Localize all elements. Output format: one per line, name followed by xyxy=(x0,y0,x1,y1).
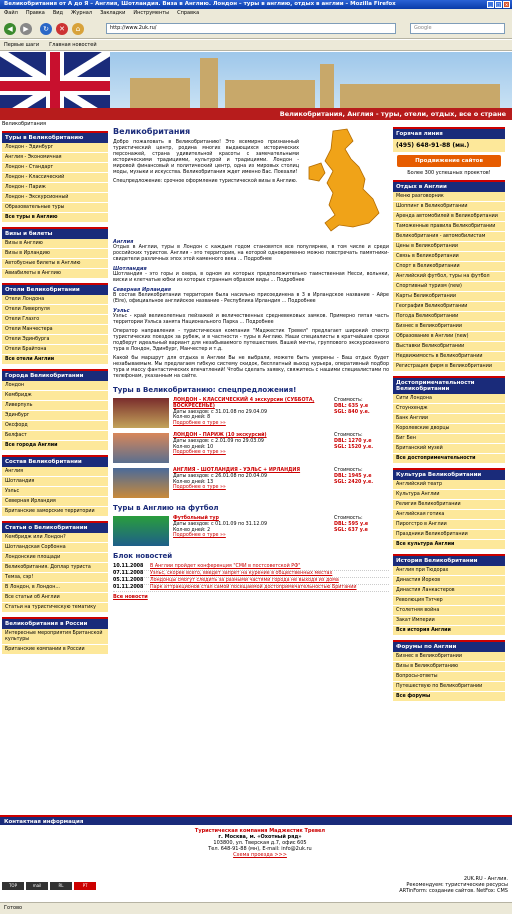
menu-item[interactable]: Справка xyxy=(177,10,200,16)
page-title: Великобритания xyxy=(113,127,191,136)
sidebar-link[interactable]: Династия Йорков xyxy=(393,576,505,586)
price-dbl: DBL: 635 у.е xyxy=(334,403,369,409)
news-link[interactable]: Лондонцы смогут следить за разными частями города не выходя из дома xyxy=(150,578,339,583)
sidebar-link[interactable]: Великобритания. Доплар туриста xyxy=(2,563,108,573)
sidebar-link[interactable]: Все отели Англии xyxy=(2,355,108,365)
price-sgl: SGL: 840 у.е. xyxy=(334,409,370,415)
status-bar: Готово xyxy=(0,902,512,914)
tour-title-link[interactable]: ЛОНДОН - КЛАССИЧЕСКИЙ 4 экскурсии (СУББОТА, ВОСКРЕСЕНЬЕ) xyxy=(173,398,315,409)
site-name[interactable]: 2UK.RU - Англия. xyxy=(463,876,508,882)
bookmark-item[interactable]: Первые шаги xyxy=(4,42,40,48)
sidebar-link[interactable]: Лондон - Стандарт xyxy=(2,163,108,173)
sidebar-link[interactable]: Образовательные туры xyxy=(2,203,108,213)
sidebar-link[interactable]: Все форумы xyxy=(393,692,505,702)
sidebar-link[interactable]: Сити Лондона xyxy=(393,394,505,404)
news-link[interactable]: Уэльс, скорее всего, введет запрет на курение в общественных местах xyxy=(150,571,333,576)
tour-more-link[interactable]: Подробнее о туре »» xyxy=(173,485,226,491)
sidebar-link[interactable]: Религия Великобритании xyxy=(393,500,505,510)
sidebar-link[interactable]: Белфаст xyxy=(2,431,108,441)
news-item xyxy=(113,585,389,592)
navigation-toolbar xyxy=(0,17,512,39)
tour-card xyxy=(113,516,389,546)
tour-card xyxy=(113,398,389,428)
company-city: г. Москва, м. «Охотный ряд» xyxy=(218,834,302,840)
sidebar-link[interactable]: Английский театр xyxy=(393,480,505,490)
tour-card xyxy=(113,433,389,463)
section-text: Отдых в Англии, туры в Лондон с каждым годом становятся все популярнее, в том числе и среди российских туристов. Англия - это территория, на которой одновременно можно повстречать памятники-свидетели различных эпох этой каменного века ... Подробнее xyxy=(113,245,389,262)
sidebar-link[interactable]: Отели Эдинбурга xyxy=(2,335,108,345)
sidebar-link[interactable]: Все города Англии xyxy=(2,441,108,451)
section-name: Уэльс xyxy=(113,308,130,314)
back-icon[interactable]: ◀ xyxy=(4,23,16,35)
sidebar-heading[interactable]: Статьи о Великобритании xyxy=(2,521,108,533)
forward-icon[interactable]: ▶ xyxy=(20,23,32,35)
sidebar-link[interactable]: Спортивный туризм (new) xyxy=(393,282,505,292)
sidebar-link[interactable]: Биг Бен xyxy=(393,434,505,444)
sidebar-link[interactable]: Англия - Экономичная xyxy=(2,153,108,163)
sidebar-heading[interactable]: Города Великобритании xyxy=(2,369,108,381)
sidebar-link[interactable]: Лондон xyxy=(2,381,108,391)
menu-item[interactable]: Журнал xyxy=(71,10,93,16)
football-heading: Туры в Англию на футбол xyxy=(113,504,219,512)
counter-badge[interactable]: mail xyxy=(26,882,48,890)
reload-icon[interactable]: ↻ xyxy=(40,23,52,35)
news-link[interactable]: Парк аттракционов стал самой посещаемой достопримечательностью Британии xyxy=(150,585,357,590)
sidebar-link[interactable]: География Великобритании xyxy=(393,302,505,312)
menu-item[interactable]: Закладки xyxy=(100,10,126,16)
tour-more-link[interactable]: Подробнее о туре »» xyxy=(173,421,226,427)
tour-price xyxy=(334,433,389,463)
company-address: 103800, ул. Тверская д.7, офис 605 xyxy=(213,840,307,846)
sidebar-link[interactable]: Британский музей xyxy=(393,444,505,454)
section-name: Шотландия xyxy=(113,266,147,272)
bookmarks-toolbar xyxy=(0,40,512,51)
tour-days: Кол-во дней: 2 xyxy=(173,527,211,533)
menu-item[interactable]: Вид xyxy=(52,10,63,16)
tour-photo[interactable] xyxy=(113,398,169,428)
sidebar-link[interactable]: Отели Манчестера xyxy=(2,325,108,335)
all-news-link[interactable]: Все новости xyxy=(113,594,148,600)
news-heading: Блок новостей xyxy=(113,552,173,560)
sidebar-link[interactable]: Все статьи об Англии xyxy=(2,593,108,603)
sidebar-link[interactable]: Интересные мероприятия Британской культуры xyxy=(2,629,108,645)
price-sgl: SGL: 637 у.е xyxy=(334,527,368,533)
sidebar-link[interactable]: Северная Ирландия xyxy=(2,497,108,507)
sidebar-link[interactable]: Англия xyxy=(2,467,108,477)
sidebar-link[interactable]: Лондон - Париж xyxy=(2,183,108,193)
sidebar-link[interactable]: Отели Брайтона xyxy=(2,345,108,355)
stop-icon[interactable]: ✕ xyxy=(56,23,68,35)
tour-days: Кол-во дней: 13 xyxy=(173,479,214,485)
sidebar-link[interactable]: Праздники Великобритании xyxy=(393,530,505,540)
menu-item[interactable]: Инструменты xyxy=(133,10,170,16)
menu-bar xyxy=(0,9,512,17)
special-offer: Спецпредложение: срочное оформление туристической визы в Англию. xyxy=(113,179,298,184)
footer-heading: Контактная информация xyxy=(0,815,512,825)
news-item xyxy=(113,571,389,578)
sidebar-link[interactable]: Статьи на туристическую тематику xyxy=(2,603,108,613)
sidebar-link[interactable]: Уэльс xyxy=(2,487,108,497)
sidebar-link[interactable]: Таможенные правила Великобритании xyxy=(393,222,505,232)
sidebar-link[interactable]: Банк Англии xyxy=(393,414,505,424)
sidebar-link[interactable]: Лондон - Экскурсионный xyxy=(2,193,108,203)
sidebar-heading[interactable]: Форумы по Англии xyxy=(393,640,505,652)
sidebar-link[interactable]: Британские компании в России xyxy=(2,645,108,655)
menu-item[interactable]: Правка xyxy=(25,10,45,16)
sidebar-link[interactable]: Отели Ливерпуля xyxy=(2,305,108,315)
sidebar-link[interactable]: Стоунхендж xyxy=(393,404,505,414)
sidebar-link[interactable]: Лондонские площади xyxy=(2,553,108,563)
sidebar-link[interactable]: Визы в Великобританию xyxy=(393,662,505,672)
price-label: Стоимость: xyxy=(334,468,363,473)
sidebar-link[interactable]: Цены в Великобритании xyxy=(393,242,505,252)
price-dbl: DBL: 595 у.е xyxy=(334,521,369,527)
sidebar-link[interactable]: Спорт в Великобритании xyxy=(393,262,505,272)
section-text: Уэльс - край великолепных пейзажей и величественных средневековых замков. Примерно пятая часть территории Уэльса занята Национального Парка ... Подробнее xyxy=(113,314,389,325)
price-label: Стоимость: xyxy=(334,433,363,438)
close-icon[interactable]: × xyxy=(504,2,509,7)
site-banner xyxy=(0,52,512,120)
sidebar-link[interactable]: Кембридж xyxy=(2,391,108,401)
football-photo[interactable] xyxy=(113,516,169,546)
sidebar-link[interactable]: Образование в Англии (new) xyxy=(393,332,505,342)
sidebar-link[interactable]: Меню разговорник xyxy=(393,192,505,202)
sidebar-heading[interactable]: Великобритания в России xyxy=(2,617,108,629)
main-content xyxy=(113,127,389,600)
operator-text: Оператор направления - туристическая компания "Маджестик Тревел" предлагает широкий спектр туристических поездок за рубеж, и в частности - туры в Англию. Наши специалисты в кратчайшие сроки подберут идеальный вариант для незабываемого путешествия. Вашей мечты, группового экскурсионного тура в Лондон, Эдинбург, Манчестер и т.д. xyxy=(113,329,389,352)
sidebar-link[interactable]: Вся история Англии xyxy=(393,626,505,636)
price-dbl: DBL: 1945 у.е xyxy=(334,473,372,479)
sidebar-link[interactable]: Английская готика xyxy=(393,510,505,520)
counter-badge[interactable]: PT xyxy=(74,882,96,890)
news-date: 01.11.2008 xyxy=(113,585,144,590)
sidebar-link[interactable]: Английский футбол, туры на футбол xyxy=(393,272,505,282)
promo-note: Более 300 успешных проектов! xyxy=(407,170,491,176)
sidebar-link[interactable]: Регистрация фирм в Великобритании xyxy=(393,362,505,372)
tour-days: Кол-во дней: 8 xyxy=(173,415,211,421)
intro-text: Добро пожаловать в Великобританию! Это всемирно признанный туристический центр, родина многих выдающихся исторических персонажей, страна удивительной красоты с замечательными историческими традициями, культурой и традициями. Лондон - мировой финансовый и политический центр, одна из мировых столиц моды, музыки и искусства. Великобритания ждет именно Вас. Поехали! xyxy=(113,140,299,175)
news-date: 07.11.2008 xyxy=(113,571,144,576)
tour-info xyxy=(173,398,330,428)
tour-days: Кол-во дней: 10 xyxy=(173,444,214,450)
sidebar-link[interactable]: Пирогстро в Англии xyxy=(393,520,505,530)
tour-dates: Даты заездов: с 2.01.09 по 29.03.09 xyxy=(173,438,264,444)
sidebar-link[interactable]: Столетняя война xyxy=(393,606,505,616)
news-item xyxy=(113,564,389,571)
sidebar-heading[interactable]: Культура Великобритании xyxy=(393,468,505,480)
sidebar-heading[interactable]: Визы и билеты xyxy=(2,227,108,239)
tour-photo[interactable] xyxy=(113,433,169,463)
news-link[interactable]: В Англии пройдет конференция "СМИ в постсоветской РФ" xyxy=(150,564,301,569)
section-text: Шотландия - это горы и озера, в одном из которых предположительно таинственная Несси, вольнки, виски и клетчатые юбки из которых странным образом виды ... Подробнее xyxy=(113,272,389,283)
sidebar-link[interactable]: Недвижимость в Великобритании xyxy=(393,352,505,362)
window-title: Великобритания от А до Я – Англия, Шотландия. Виза в Англию. Лондон – туры в англию, отдых в англии – Mozilla Firefox _ □ × xyxy=(0,0,512,9)
tour-more-link[interactable]: Подробнее о туре »» xyxy=(173,450,226,456)
sidebar-link[interactable]: Отели Лондона xyxy=(2,295,108,305)
sidebar-link[interactable]: Британские заморские территории xyxy=(2,507,108,517)
sidebar-link[interactable]: Оксфорд xyxy=(2,421,108,431)
sidebar-link[interactable]: Великобритания - автомобилистам xyxy=(393,232,505,242)
tour-price xyxy=(334,398,389,428)
search-input[interactable]: Google xyxy=(410,23,505,34)
tours-heading: Туры в Великобританию: спецпредложения! xyxy=(113,386,297,394)
left-sidebar xyxy=(2,127,108,655)
sidebar-heading[interactable]: Туры в Великобританию xyxy=(2,131,108,143)
news-date: 05.11.2008 xyxy=(113,578,144,583)
sidebar-link[interactable]: Погода Великобритании xyxy=(393,312,505,322)
sidebar-link[interactable]: Отели Глазго xyxy=(2,315,108,325)
sidebar-link[interactable]: Лондон - Классический xyxy=(2,173,108,183)
credits-text[interactable]: ARTinForm: создание сайтов. NetFox: CMS xyxy=(399,888,508,894)
tour-dates: Даты заездов: с 31.01.08 по 29.04.09 xyxy=(173,409,268,415)
section-text: В состав Великобритании территория была насильно присоединена в 3 в Ирландское название - Айре (Eire), официальное английское название - Республика Ирландия ... Подробнее xyxy=(113,293,389,304)
sidebar-link[interactable]: В Лондон, в Лондон... xyxy=(2,583,108,593)
minimize-icon[interactable]: _ xyxy=(487,1,494,8)
tour-dates: Даты заездов: с 01.01.09 по 31.12.09 xyxy=(173,521,268,527)
sidebar-link[interactable]: Шотландская Сорбонна xyxy=(2,543,108,553)
recommend-link[interactable]: Рекомендуем: туристические ресурсы xyxy=(406,882,508,888)
tour-title-link[interactable]: ЛОНДОН - ПАРИЖ (10 экскурсий) xyxy=(173,433,267,438)
sidebar-heading[interactable]: Состав Великобритании xyxy=(2,455,108,467)
home-icon[interactable]: ⌂ xyxy=(72,23,84,35)
hotline-heading: Горячая линия xyxy=(393,127,505,139)
tour-info xyxy=(173,468,330,498)
sidebar-link[interactable]: Закат Империи xyxy=(393,616,505,626)
sidebar-heading[interactable]: Достопримечательности Великобритании xyxy=(393,376,505,394)
bookmark-item[interactable]: Главная новостей xyxy=(49,42,97,48)
sidebar-link[interactable]: Все достопримечательности xyxy=(393,454,505,464)
company-tel: Тел. 648-91-88 (мн), E-mail: info@2uk.ru xyxy=(208,846,312,852)
section-name: Англия xyxy=(113,239,134,245)
sidebar-link[interactable]: Автобусные билеты в Англию xyxy=(2,259,108,269)
tour-dates: Даты заездов: с 26.01.08 по 20.04.09 xyxy=(173,473,268,479)
counter-badge[interactable]: RL xyxy=(50,882,72,890)
company-name: Туристическая компания Маджестик Тревел xyxy=(194,828,326,834)
sidebar-link[interactable]: Кембридж или Лондон? xyxy=(2,533,108,543)
sidebar-link[interactable]: Шотландия xyxy=(2,477,108,487)
sidebar-link[interactable]: Лондон - Эдинбург xyxy=(2,143,108,153)
route-scheme-link[interactable]: Схема проезда >>> xyxy=(233,852,287,858)
breadcrumb[interactable]: Великобритания xyxy=(2,121,47,127)
sidebar-link[interactable]: Бизнес в Великобритании xyxy=(393,322,505,332)
sidebar-link[interactable]: Шоппинг в Великобритании xyxy=(393,202,505,212)
news-list xyxy=(113,564,389,592)
news-item xyxy=(113,578,389,585)
sidebar-link[interactable]: Ливерпуль xyxy=(2,401,108,411)
price-sgl: SGL: 1520 у.е. xyxy=(334,444,374,450)
price-dbl: DBL: 1270 у.е xyxy=(334,438,372,444)
maximize-icon[interactable]: □ xyxy=(496,2,501,7)
tour-info xyxy=(173,433,330,463)
menu-item[interactable]: Файл xyxy=(4,10,18,16)
news-date: 10.11.2008 xyxy=(113,564,144,569)
sidebar-link[interactable]: Темза, сэр! xyxy=(2,573,108,583)
section-name: Северная Ирландия xyxy=(113,287,171,293)
tour-title-link[interactable]: АНГЛИЯ - ШОТЛАНДИЯ - УЭЛЬС + ИРЛАНДИЯ xyxy=(173,468,301,473)
sidebar-link[interactable]: Выставки Великобритании xyxy=(393,342,505,352)
tour-price xyxy=(334,468,389,498)
counter-badge[interactable]: TOP xyxy=(2,882,24,890)
tour-photo[interactable] xyxy=(113,468,169,498)
sidebar-link[interactable]: Визы в Ирландию xyxy=(2,249,108,259)
sidebar-link[interactable]: Династия Ланкастеров xyxy=(393,586,505,596)
choose-text: Какой бы маршрут для отдыха в Англии Вы не выбрали, можете быть уверены - Ваш отдых будет незабываемым. Мы предлагаем гибкую систему скидок, бесплатный выход курьера, оперативный подбор тура и массу фантастических впечатлений! Чтобы сделать заявку, свяжитесь с нашими специалистами по телефонам, указанным на сайте. xyxy=(113,356,389,379)
price-label: Стоимость: xyxy=(334,516,363,521)
sidebar-link[interactable]: Англия при Тюдорах xyxy=(393,566,505,576)
sidebar-link[interactable]: Эдинбург xyxy=(2,411,108,421)
sidebar-link[interactable]: Королевские дворцы xyxy=(393,424,505,434)
right-sidebar xyxy=(393,127,505,702)
price-label: Стоимость: xyxy=(334,398,363,403)
sidebar-link[interactable]: Вопросы-ответы xyxy=(393,672,505,682)
sidebar-heading[interactable]: История Великобритании xyxy=(393,554,505,566)
sidebar-link[interactable]: Все культура Англии xyxy=(393,540,505,550)
sidebar-link[interactable]: Аренда автомобилей в Великобритании xyxy=(393,212,505,222)
sidebar-heading[interactable]: Отели Великобритании xyxy=(2,283,108,295)
sidebar-link[interactable]: Революция Тэтчер xyxy=(393,596,505,606)
footer xyxy=(0,826,512,902)
sidebar-link[interactable]: Связь в Великобритании xyxy=(393,252,505,262)
address-bar[interactable]: http://www.2uk.ru/ xyxy=(106,23,396,34)
sidebar-link[interactable]: Бизнес в Великобритании xyxy=(393,652,505,662)
sidebar-link[interactable]: Путешествую по Великобритании xyxy=(393,682,505,692)
sidebar-link[interactable]: Все туры в Англию xyxy=(2,213,108,223)
price-sgl: SGL: 2420 у.е. xyxy=(334,479,374,485)
tour-card xyxy=(113,468,389,498)
sidebar-link[interactable]: Визы в Англию xyxy=(2,239,108,249)
banner-slogan: Великобритания, Англия - туры, отели, отдых, все о стране xyxy=(0,108,512,120)
tour-title-link[interactable]: Футбольный тур xyxy=(173,516,219,521)
sidebar-link[interactable]: Карты Великобритании xyxy=(393,292,505,302)
sidebar-heading[interactable]: Отдых в Англии xyxy=(393,180,505,192)
sidebar-link[interactable]: Авиабилеты в Англию xyxy=(2,269,108,279)
tour-more-link[interactable]: Подробнее о туре »» xyxy=(173,533,226,539)
hotline-phone: (495) 648-91-88 (мн.) xyxy=(393,139,505,152)
promo-banner[interactable]: Продвижение сайтов xyxy=(397,155,501,167)
uk-map-image[interactable] xyxy=(303,127,389,239)
sidebar-link[interactable]: Культура Англии xyxy=(393,490,505,500)
